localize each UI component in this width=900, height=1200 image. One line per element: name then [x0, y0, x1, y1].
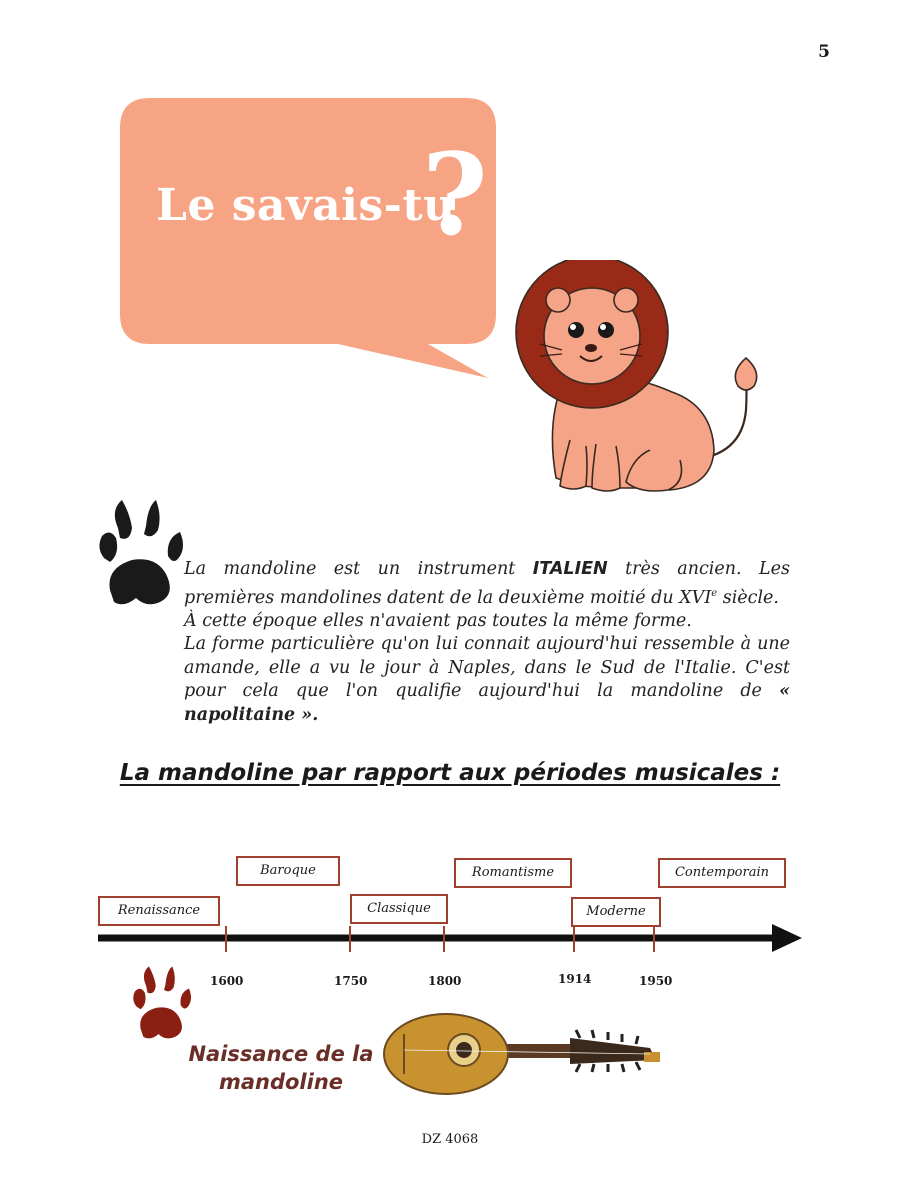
period-romantisme: Romantisme	[454, 858, 572, 888]
period-baroque: Baroque	[236, 856, 340, 886]
period-renaissance: Renaissance	[98, 896, 220, 926]
lion-illustration	[500, 260, 780, 500]
footer-catalog: DZ 4068	[421, 1132, 479, 1147]
paw-icon-red	[130, 965, 194, 1041]
year-1950: 1950	[639, 974, 673, 988]
page-number: 5	[818, 42, 830, 62]
period-classique: Classique	[350, 894, 448, 924]
period-moderne: Moderne	[571, 897, 661, 927]
intro-text	[184, 558, 790, 727]
intro-paragraph-2: À cette époque elles n'avaient pas toutes la même forme.	[184, 610, 692, 631]
intro-paragraph-1: La mandoline est un instrument ITALIEN très ancien. Les premières mandolines datent de la deuxième moitié du XVIe siècle.	[184, 559, 790, 608]
intro-paragraph-3: La forme particulière qu'on lui connait aujourd'hui ressemble à une amande, elle a vu le jour à Naples, dans le Sud de l'Italie. C'est pour cela que l'on qualifie aujourd'hui la mandoline de « napolitaine ».	[184, 634, 790, 725]
year-1800: 1800	[428, 974, 462, 988]
year-1914: 1914	[558, 972, 592, 986]
period-contemporain: Contemporain	[658, 858, 786, 888]
paw-icon	[96, 498, 186, 608]
question-mark: ?	[422, 130, 488, 261]
section-title: La mandoline par rapport aux périodes musicales :	[119, 760, 781, 786]
mandolin-illustration	[380, 1010, 670, 1100]
year-1600: 1600	[210, 974, 244, 988]
birth-label: Naissance de la mandoline	[188, 1042, 374, 1094]
year-1750: 1750	[334, 974, 368, 988]
bubble-title: Le savais-tu	[156, 180, 456, 231]
